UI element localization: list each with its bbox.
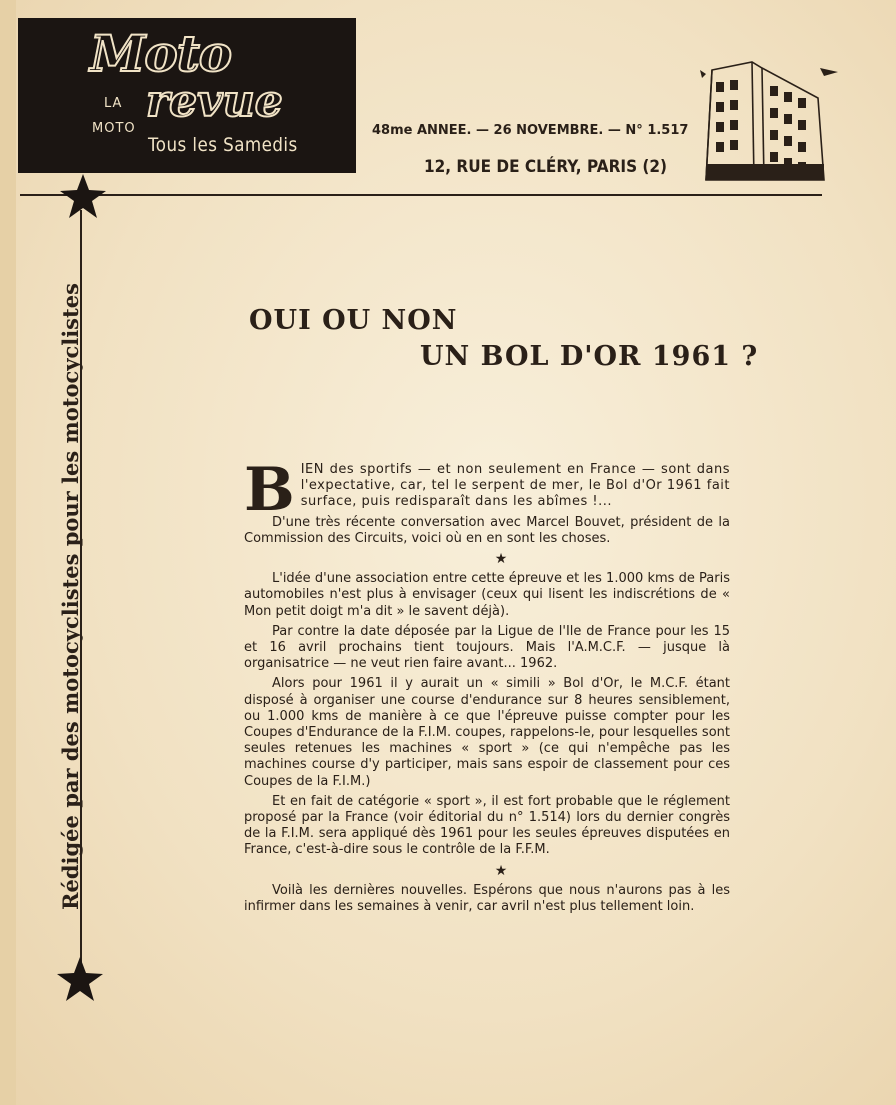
paragraph: Par contre la date déposée par la Ligue de l'Ile de France pour les 15 et 16 avril prochains tient toujours. Mais l'A.M.C.F. — jusque là organisatrice — ne veut rien faire avant... 1962.: [244, 623, 730, 672]
article-body: [244, 455, 730, 919]
paragraph: D'une très récente conversation avec Marcel Bouvet, président de la Commission des Circuits, voici où en en sont les choses.: [244, 514, 730, 546]
paragraph: [244, 455, 730, 525]
building-illustration: [692, 60, 840, 182]
article-title-line2: UN BOL D'OR 1961 ?: [420, 341, 759, 372]
article-title-line1: OUI OU NON: [249, 305, 458, 336]
logo-moto: Moto: [90, 24, 232, 83]
logo-la: LA: [104, 96, 123, 111]
logo-revue: revue: [146, 76, 283, 127]
separator-star: ★: [494, 551, 508, 568]
header-rule: [20, 194, 822, 196]
paragraph-text: IEN des sportifs — et non seulement en France — sont dans l'expectative, car, tel le serpent de mer, le Bol d'Or 1961 fait surface, puis redisparaît dans les abîmes !...: [300, 462, 730, 510]
star-icon: [58, 172, 108, 222]
paragraph: Alors pour 1961 il y aurait un « simili » Bol d'Or, le M.C.F. étant disposé à organiser une course d'endurance sur 8 heures sensiblement, ou 1.000 kms de manière à ce que l'épreuve puisse compter pour les Coupes d'Endurance de la F.I.M. coupes, rappelons-le, pour lesquelles sont seules retenues les machines « sport » (ce qui n'empêche pas les machines course d'y participer, mais sans espoir de classement pour ces Coupes de la F.I.M.): [244, 676, 730, 789]
paragraph: Voilà les dernières nouvelles. Espérons que nous n'aurons pas à les infirmer dans les semaines à venir, car avril n'est plus tellement loin.: [244, 882, 730, 915]
masthead: [18, 18, 356, 173]
masthead-tagline: Tous les Samedis: [148, 134, 298, 156]
drop-cap: B: [244, 455, 295, 525]
separator-star: ★: [494, 862, 508, 879]
paragraph: Et en fait de catégorie « sport », il est fort probable que le réglement proposé par la France (voir éditorial du n° 1.514) lors du dernier congrès de la F.I.M. sera appliqué dès 1961 pour les seules épreuves disputées en France, c'est-à-dire sous le contrôle de la F.F.M.: [244, 793, 730, 858]
issue-line: 48me ANNEE. — 26 NOVEMBRE. — N° 1.517: [372, 123, 689, 138]
vertical-slogan: Rédigée par des motocyclistes pour les motocyclistes: [58, 283, 83, 910]
star-icon: [55, 955, 105, 1005]
page-edge: [0, 0, 16, 1105]
publisher-address: 12, RUE DE CLÉRY, PARIS (2): [424, 157, 668, 177]
logo-moto-small: MOTO: [92, 121, 136, 136]
paragraph: L'idée d'une association entre cette épreuve et les 1.000 kms de Paris automobiles n'est plus à envisager (ceux qui lisent les indiscrétions de « Mon petit doigt m'a dit » le savent déjà).: [244, 571, 730, 619]
